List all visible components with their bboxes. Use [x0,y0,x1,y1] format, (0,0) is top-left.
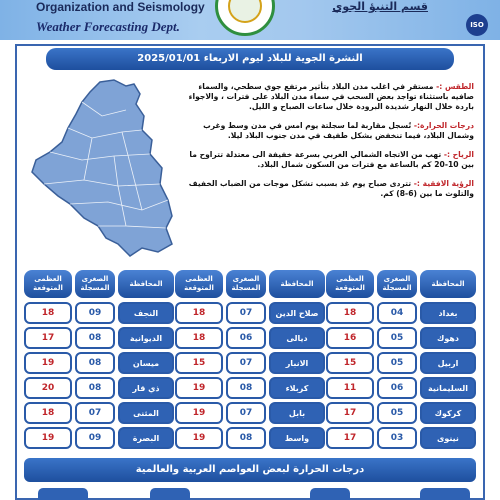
min-temp: 05 [377,402,417,424]
max-temp: 15 [326,352,374,374]
max-temp: 19 [175,427,223,449]
city-name: كركوك [420,402,476,424]
max-temp: 11 [326,377,374,399]
header-city: المحافظة [118,270,174,298]
min-temp: 05 [377,327,417,349]
max-temp: 17 [326,402,374,424]
city-name: كربلاء [269,377,325,399]
city-name: اربيل [420,352,476,374]
capitals-temperature-bar: درجات الحرارة لبعض العواصم العربية والعالمية [24,458,476,482]
min-temp: 06 [377,377,417,399]
max-temp: 17 [24,327,72,349]
footer-tab [310,488,350,500]
max-temp: 17 [326,427,374,449]
city-name: دهوك [420,327,476,349]
max-temp: 19 [24,352,72,374]
header-max: العظمى المتوقعة [24,270,72,298]
forecast-text [184,82,474,208]
city-name: بابل [269,402,325,424]
max-temp: 19 [175,377,223,399]
min-temp: 08 [75,377,115,399]
city-name: ديالى [269,327,325,349]
iraq-map-icon [22,76,178,262]
city-name: البصرة [118,427,174,449]
max-temp: 16 [326,327,374,349]
city-name: نينوى [420,427,476,449]
header-max: العظمى المتوقعة [326,270,374,298]
header-min: الصغرى المسجلة [377,270,417,298]
header-min: الصغرى المسجلة [75,270,115,298]
max-temp: 19 [175,402,223,424]
max-temp: 18 [24,302,72,324]
org-name: Organization and Seismology [36,0,205,14]
header-city: المحافظة [269,270,325,298]
header-max: العظمى المتوقعة [175,270,223,298]
city-name: صلاح الدين [269,302,325,324]
min-temp: 08 [226,427,266,449]
city-name: بغداد [420,302,476,324]
min-temp: 09 [75,302,115,324]
min-temp: 07 [75,402,115,424]
min-temp: 08 [75,327,115,349]
city-name: المثنى [118,402,174,424]
city-name: النجف [118,302,174,324]
visibility-paragraph: الرؤية الافقية :- تتردى صباح يوم غد بسبب تشكل موجات من الضباب الخفيف والتلوث ما بين (6-8) كم. [188,179,474,198]
min-temp: 05 [377,352,417,374]
max-temp: 20 [24,377,72,399]
min-temp: 07 [226,302,266,324]
header-min: الصغرى المسجلة [226,270,266,298]
header-banner [0,0,500,40]
max-temp: 18 [326,302,374,324]
max-temp: 15 [175,352,223,374]
min-temp: 03 [377,427,417,449]
max-temp: 18 [24,402,72,424]
temperature-table [24,270,476,452]
header-city: المحافظة [420,270,476,298]
arabic-dept-name: قسم التنبؤ الجوي [332,0,428,13]
city-name: الانبار [269,352,325,374]
min-temp: 04 [377,302,417,324]
min-temp: 06 [226,327,266,349]
city-name: ميسان [118,352,174,374]
city-name: ذي قار [118,377,174,399]
city-name: السليمانية [420,377,476,399]
city-name: واسط [269,427,325,449]
wind-paragraph: الرياح :- تهب من الاتجاه الشمالي الغربي بسرعة خفيفة الى معتدلة تتراوح ما بين 10-20 كم بالساعة مع فترات من السكون شمال البلاد. [189,150,474,169]
min-temp: 08 [75,352,115,374]
min-temp: 07 [226,402,266,424]
footer-tab [150,488,190,500]
emblem-logo-icon [215,0,275,36]
min-temp: 08 [226,377,266,399]
temperature-paragraph: درجات الحرارة:- تُسجل مقاربة لما سجلتة يوم امس في مدن وسط وغرب وشمال البلاد، فيما تنخفض بشكل طفيف في مدن جنوب البلاد ليلا. [203,121,474,140]
iso-badge-icon: ISO [466,14,488,36]
city-name: الديوانية [118,327,174,349]
max-temp: 19 [24,427,72,449]
weather-paragraph: الطقس :- مستقر في اغلب مدن البلاد بتأثير مرتفع جوي سطحي، والسماء صافيه باستثناء تواجد بعض السحب في سماء مدن البلاد على فترات ، والاجواء باردة خلال النهار شديدة البرودة خلال ساعات الصباح و الليل. [188,82,474,111]
footer-tab [38,488,88,500]
footer-tab [420,488,470,500]
date-bar: النشرة الجوية للبلاد ليوم الاربعاء 2025/01/01 [46,48,454,70]
min-temp: 09 [75,427,115,449]
dept-name: Weather Forecasting Dept. [36,19,180,34]
min-temp: 07 [226,352,266,374]
max-temp: 18 [175,302,223,324]
max-temp: 18 [175,327,223,349]
